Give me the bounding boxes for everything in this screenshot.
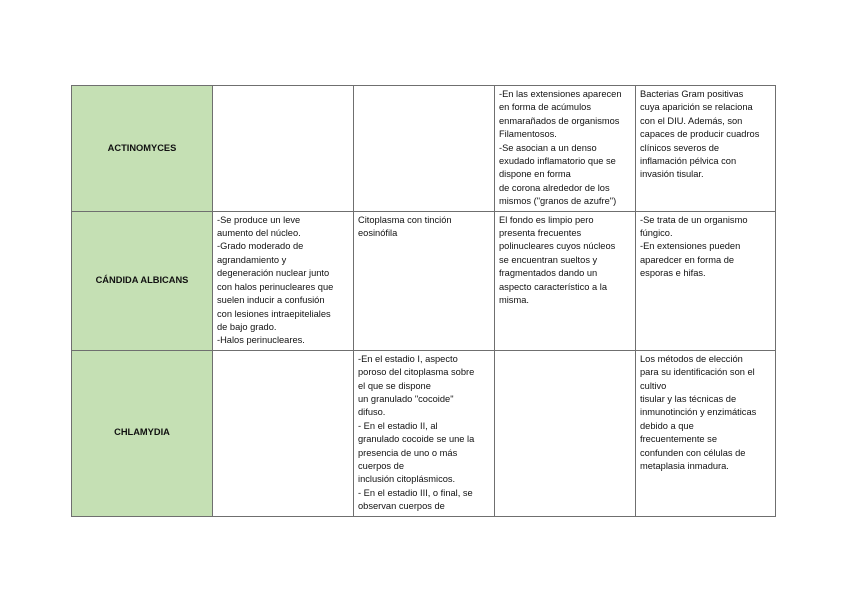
table-cell-col-1 xyxy=(213,350,354,516)
cell-text-line: fúngico. xyxy=(640,228,673,239)
cell-text-line: metaplasia inmadura. xyxy=(640,460,729,471)
cell-text-line: Citoplasma con tinción xyxy=(358,214,452,225)
cell-text-line: degeneración nuclear junto xyxy=(217,268,330,279)
table-cell-col-2 xyxy=(354,350,495,516)
cell-text-line: con el DIU. Además, son xyxy=(640,115,743,126)
cell-text-line: capaces de producir cuadros xyxy=(640,129,760,140)
cell-text-line: dispone en forma xyxy=(499,169,571,180)
cell-text-line: fragmentados dando un xyxy=(499,268,598,279)
cell-text-line: inmunotinción y enzimáticas xyxy=(640,407,757,418)
table-cell-col-4 xyxy=(636,350,776,516)
table-cell-col-2 xyxy=(354,211,495,350)
cell-text-line: polinucleares cuyos núcleos xyxy=(499,241,616,252)
cell-text-line: cuya aparición se relaciona xyxy=(640,102,753,113)
cell-text-line: granulado cocoide se une la xyxy=(358,434,475,445)
cell-text-line: -Se asocian a un denso xyxy=(499,142,597,153)
cell-text-line: exudado inflamatorio que se xyxy=(499,156,616,167)
table-cell-col-1 xyxy=(213,86,354,212)
organism-name-cell: CÁNDIDA ALBICANS xyxy=(72,211,213,350)
cell-text-line: aparedcer en forma de xyxy=(640,254,735,265)
cell-text-line: -En el estadio I, aspecto xyxy=(358,353,458,364)
cell-text-line: enmarañados de organismos xyxy=(499,115,620,126)
cell-text-line: -Halos perinucleares. xyxy=(217,335,305,346)
cell-text-line: mismos ("granos de azufre") xyxy=(499,196,617,207)
cell-text-line: -En extensiones pueden xyxy=(640,241,741,252)
table-row-chlamydia xyxy=(72,350,776,516)
table-cell-col-3 xyxy=(495,86,636,212)
cell-text-line: difuso. xyxy=(358,407,386,418)
table-cell-col-3 xyxy=(495,350,636,516)
cell-text-line: cuerpos de xyxy=(358,460,404,471)
cell-text-line: esporas e hifas. xyxy=(640,268,706,279)
cell-text-line: Filamentosos. xyxy=(499,129,557,140)
cell-text-line: -Se trata de un organismo xyxy=(640,214,748,225)
cell-text-line: de corona alrededor de los xyxy=(499,182,610,193)
cell-text-line: - En el estadio II, al xyxy=(358,420,438,431)
cell-text-line: el que se dispone xyxy=(358,380,431,391)
cell-text-line: de bajo grado. xyxy=(217,321,277,332)
cell-text-line: -En las extensiones aparecen xyxy=(499,89,622,99)
cell-text-line: para su identificación son el xyxy=(640,367,755,378)
cell-text-line: clínicos severos de xyxy=(640,142,720,153)
cell-text-line: se encuentran sueltos y xyxy=(499,254,598,265)
table-cell-col-1 xyxy=(213,211,354,350)
table-row-actinomyces xyxy=(72,86,776,212)
cell-text-line: invasión tisular. xyxy=(640,169,704,180)
cell-text-line: observan cuerpos de xyxy=(358,501,445,512)
cell-text-line: inclusión citoplásmicos. xyxy=(358,474,456,485)
cell-text-line: un granulado "cocoide" xyxy=(358,393,454,404)
cell-text-line: presencia de uno o más xyxy=(358,447,458,458)
cell-text-line: -Se produce un leve xyxy=(217,214,301,225)
cell-text-line: con halos perinucleares que xyxy=(217,281,334,292)
cell-text-line: presenta frecuentes xyxy=(499,228,582,239)
cell-text-line: -Grado moderado de xyxy=(217,241,304,252)
table-row-candida-albicans xyxy=(72,211,776,350)
table-cell-col-4 xyxy=(636,211,776,350)
cell-text-line: confunden con células de xyxy=(640,447,746,458)
cell-text-line: - En el estadio III, o final, se xyxy=(358,487,473,498)
cell-text-line: inflamación pélvica con xyxy=(640,156,737,167)
cell-text-line: misma. xyxy=(499,295,529,306)
cell-text-line: poroso del citoplasma sobre xyxy=(358,367,475,378)
cell-text-line: Los métodos de elección xyxy=(640,353,743,364)
cell-text-line: en forma de acúmulos xyxy=(499,102,591,113)
cell-text-line: aumento del núcleo. xyxy=(217,228,301,239)
cell-text-line: agrandamiento y xyxy=(217,254,287,265)
cell-text-line: El fondo es limpio pero xyxy=(499,214,594,225)
organisms-table xyxy=(71,85,776,517)
cell-text-line: suelen inducir a confusión xyxy=(217,295,325,306)
cell-text-line: eosinófila xyxy=(358,228,398,239)
cell-text-line: con lesiones intraepiteliales xyxy=(217,308,331,319)
cell-text-line: debido a que xyxy=(640,420,694,431)
cell-text-line: frecuentemente se xyxy=(640,434,718,445)
cell-text-line: aspecto característico a la xyxy=(499,281,607,292)
organism-name-cell: ACTINOMYCES xyxy=(72,86,213,212)
table-cell-col-3 xyxy=(495,211,636,350)
cell-text-line: Bacterias Gram positivas xyxy=(640,89,744,99)
organism-name-cell: CHLAMYDIA xyxy=(72,350,213,516)
table-cell-col-2 xyxy=(354,86,495,212)
table-cell-col-4 xyxy=(636,86,776,212)
cell-text-line: cultivo xyxy=(640,380,667,391)
cell-text-line: tisular y las técnicas de xyxy=(640,393,737,404)
